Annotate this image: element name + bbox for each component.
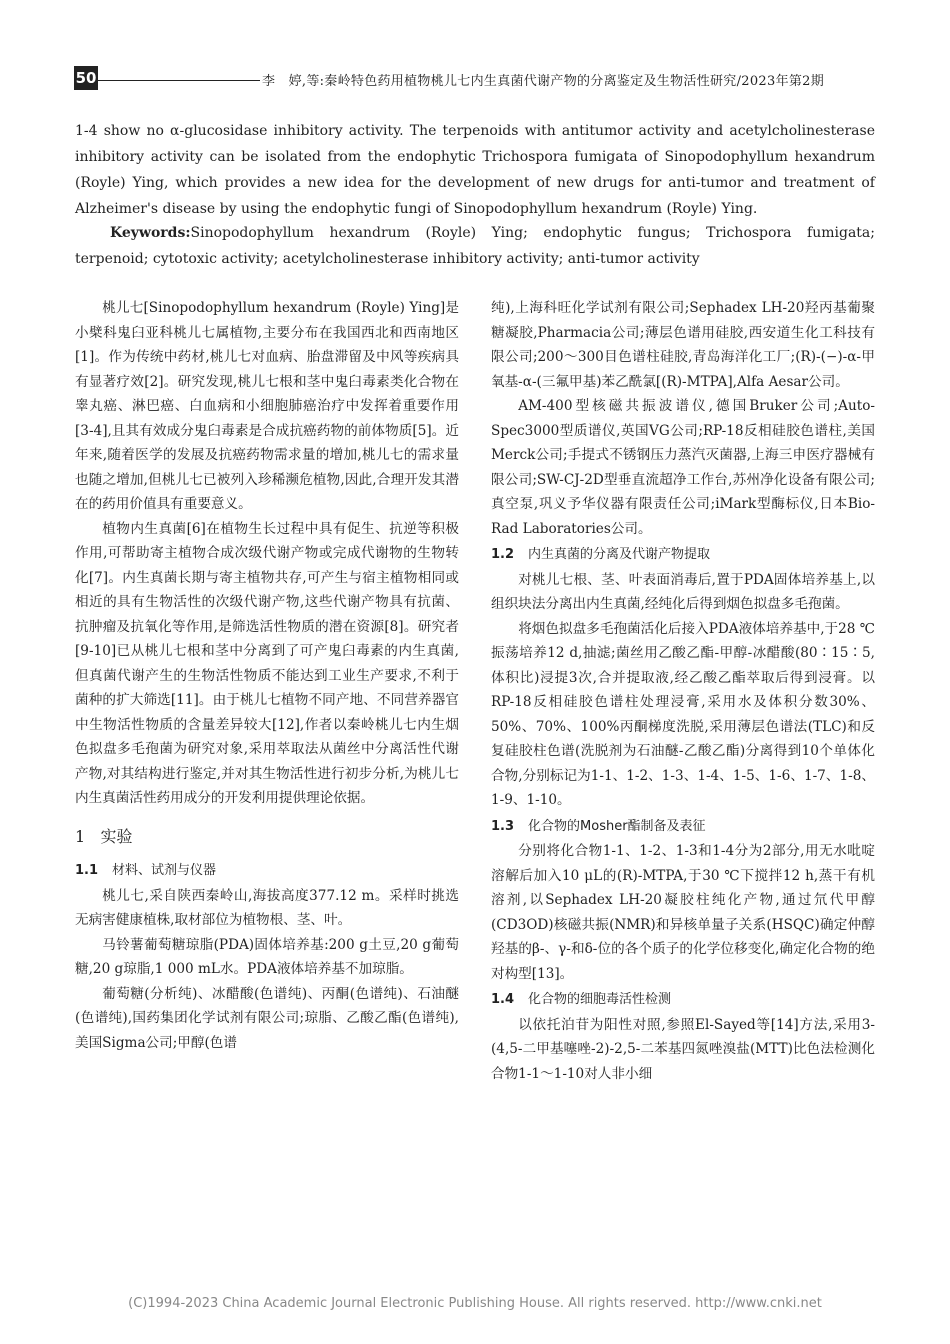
section-1-2-number: 1.2 [491, 547, 515, 562]
right-column [491, 296, 875, 1086]
materials-paragraph-2: 马铃薯葡萄糖琼脂(PDA)固体培养基:200 g土豆,20 g葡萄糖,20 g琼脂,1 000 mL水。PDA液体培养基不加琼脂。 [75, 936, 459, 977]
section-1-3-number: 1.3 [491, 818, 515, 834]
keywords-text: Sinopodophyllum hexandrum (Royle) Ying; endophytic fungus; Trichospora fumigata; terpenoid; cytotoxic activity; acetylcholinesterase inhibitory activity; anti-tumor activity [75, 225, 875, 267]
section-1-number: 1 [75, 826, 86, 846]
keywords [75, 220, 875, 272]
materials-paragraph-3: 葡萄糖(分析纯)、冰醋酸(色谱纯)、丙酮(色谱纯)、石油醚(色谱纯),国药集团化学试剂有限公司;琼脂、乙酸乙酯(色谱纯),美国Sigma公司;甲醇(色谱 [75, 985, 459, 1051]
instruments-paragraph: AM-400型核磁共振波谱仪,德国Bruker公司;Auto-Spec3000型质谱仪,英国VG公司;RP-18反相硅胶色谱柱,美国Merck公司;手提式不锈钢压力蒸汽灭菌器,上海三申医疗器械有限公司;SW-CJ-2D型垂直流超净工作台,苏州净化设备有限公司;真空泵,巩义予华仪器有限责任公司;iMark型酶标仪,日本Bio-Rad Laboratories公司。 [491, 398, 875, 537]
section-1-3-heading [491, 815, 875, 840]
materials-paragraph-1: 桃儿七,采自陕西秦岭山,海拔高度377.12 m。采样时挑选无病害健康植株,取材部位为植物根、茎、叶。 [75, 887, 459, 928]
section-1-1-heading [75, 859, 459, 884]
running-title: 李 婷,等:秦岭特色药用植物桃儿七内生真菌代谢产物的分离鉴定及生物活性研究/2023年第2期 [262, 74, 825, 89]
section-1-4-title: 化合物的细胞毒活性检测 [528, 992, 672, 1007]
section-1-heading [75, 825, 459, 850]
section-1-1-title: 材料、试剂与仪器 [112, 863, 217, 878]
section-1-2-heading [491, 543, 875, 568]
isolation-paragraph-1: 对桃儿七根、茎、叶表面消毒后,置于PDA固体培养基上,以组织块法分离出内生真菌,经纯化后得到烟色拟盘多毛孢菌。 [491, 571, 875, 612]
cytotoxic-paragraph: 以依托泊苷为阳性对照,参照El-Sayed等[14]方法,采用3-(4,5-二甲基噻唑-2)-2,5-二苯基四氮唑溴盐(MTT)比色法检测化合物1-1～1-10对人非小细 [491, 1016, 875, 1082]
intro-paragraph-1: 桃儿七[Sinopodophyllum hexandrum (Royle) Ying]是小檗科鬼臼亚科桃儿七属植物,主要分布在我国西北和西南地区[1]。作为传统中药材,桃儿七对血病、胎盘滞留及中风等疾病具有显著疗效[2]。研究发现,桃儿七根和茎中鬼臼毒素类化合物在睾丸癌、淋巴癌、白血病和小细胞肺癌治疗中发挥着重要作用[3-4],且其有效成分鬼臼毒素是合成抗癌药物的前体物质[5]。近年来,随着医学的发展及抗癌药物需求量的增加,桃儿七的需求量也随之增加,但桃儿七已被列入珍稀濒危植物,因此,合理开发其潜在的药用价值具有重要意义。 [75, 300, 459, 512]
section-1-1-number: 1.1 [75, 863, 99, 878]
copyright-footer: (C)1994-2023 China Academic Journal Electronic Publishing House. All rights reserved. http://www.cnki.net [128, 1296, 822, 1311]
abstract-english: 1-4 show no α-glucosidase inhibitory activity. The terpenoids with antitumor activity and acetylcholinesterase inhibitory activity can be isolated from the endophytic Trichospora fumigata of Sinopodophyllum hexandrum (Royle) Ying, which provides a new idea for the development of new drugs for anti-tumor and treatment of Alzheimer's disease by using the endophytic fungi of Sinopodophyllum hexandrum (Royle) Ying. [75, 123, 875, 217]
header-rule [98, 80, 260, 81]
left-column [75, 296, 459, 1055]
section-1-2-title: 内生真菌的分离及代谢产物提取 [528, 547, 711, 562]
page-number: 50 [74, 66, 98, 90]
section-1-3-title: 化合物的Mosher酯制备及表征 [528, 818, 706, 834]
mosher-paragraph: 分别将化合物1-1、1-2、1-3和1-4分为2部分,用无水吡啶溶解后加入10 μL的(R)-MTPA,于30 ℃下搅拌12 h,蒸干有机溶剂,以Sephadex LH-20凝胶柱纯化产物,通过氘代甲醇(CD3OD)核磁共振(NMR)和异核单量子关系(HSQC)确定仲醇羟基的β-、γ-和δ-位的各个质子的化学位移变化,确定化合物的绝对构型[13]。 [491, 843, 875, 982]
section-1-4-number: 1.4 [491, 992, 515, 1007]
intro-paragraph-2: 植物内生真菌[6]在植物生长过程中具有促生、抗逆等积极作用,可帮助寄主植物合成次级代谢产物或完成代谢物的生物转化[7]。内生真菌长期与寄主植物共存,可产生与宿主植物相同或相近的具有生物活性的次级代谢产物,这些代谢产物具有抗菌、抗肿瘤及抗氧化等作用,是筛选活性物质的潜在资源[8]。研究者[9-10]已从桃儿七根和茎中分离到了可产鬼臼毒素的内生真菌,但真菌代谢产生的生物活性物质不能达到工业生产要求,不利于菌种的扩大筛选[11]。由于桃儿七植物不同产地、不同营养器官中生物活性物质的含量差异较大[12],作者以秦岭桃儿七内生烟色拟盘多毛孢菌为研究对象,采用萃取法从菌丝中分离活性代谢产物,对其结构进行鉴定,并对其生物活性进行初步分析,为桃儿七内生真菌活性药用成分的开发利用提供理论依据。 [75, 520, 459, 806]
isolation-paragraph-2: 将烟色拟盘多毛孢菌活化后接入PDA液体培养基中,于28 ℃振荡培养12 d,抽滤;菌丝用乙酸乙酯-甲醇-冰醋酸(80∶15∶5,体积比)浸提3次,合并提取液,经乙酸乙酯萃取后得到浸膏。以RP-18反相硅胶色谱柱处理浸膏,采用水及体积分数30%、50%、70%、100%丙酮梯度洗脱,采用薄层色谱法(TLC)和反复硅胶柱色谱(洗脱剂为石油醚-乙酸乙酯)分离得到10个单体化合物,分别标记为1-1、1-2、1-3、1-4、1-5、1-6、1-7、1-8、1-9、1-10。 [491, 620, 875, 808]
keywords-label: Keywords: [110, 225, 191, 241]
reagents-paragraph: 纯),上海科旺化学试剂有限公司;Sephadex LH-20羟丙基葡聚糖凝胶,Pharmacia公司;薄层色谱用硅胶,西安道生化工科技有限公司;200～300目色谱柱硅胶,青岛海洋化工厂;(R)-(−)-α-甲氧基-α-(三氟甲基)苯乙酰氯[(R)-MTPA],Alfa Aesar公司。 [491, 300, 875, 390]
section-1-title: 实验 [100, 826, 133, 846]
section-1-4-heading [491, 988, 875, 1013]
